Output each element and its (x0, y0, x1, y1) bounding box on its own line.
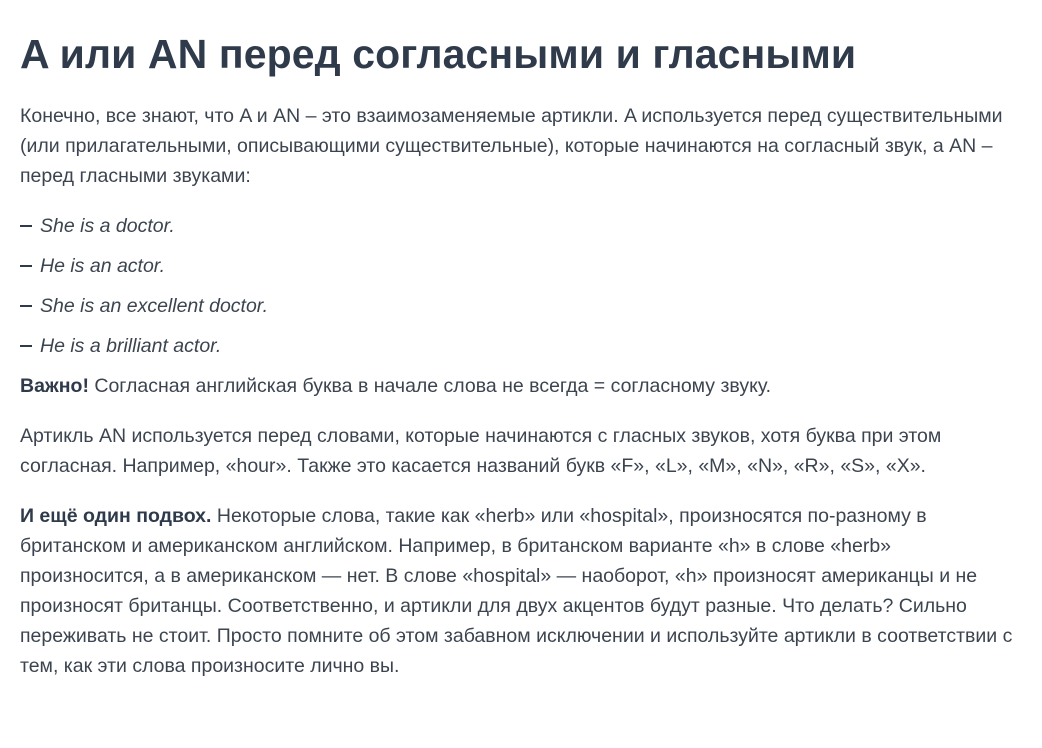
intro-paragraph: Конечно, все знают, что A и AN – это взаимозаменяемые артикли. A используется перед существительными (или прилагательными, описывающими существительные), которые начинаются на согласный звук, а AN – перед гласными звуками: (20, 105, 1003, 187)
article-title: A или AN перед согласными и гласными (20, 31, 857, 77)
pitfall-label: И ещё один подвох. (20, 505, 212, 527)
example-text: He is an actor. (40, 255, 165, 277)
dash-bullet-icon (20, 305, 32, 307)
list-item (20, 291, 1022, 321)
list-item (20, 331, 1022, 361)
pitfall-paragraph (20, 501, 1022, 681)
list-item (20, 251, 1022, 281)
an-usage-paragraph: Артикль AN используется перед словами, которые начинаются с гласных звуков, хотя буква при этом согласная. Например, «hour». Также это касается названий букв «F», «L», «M», «N», «R», «S», «X». (20, 425, 942, 477)
examples-list (20, 211, 1022, 361)
important-note (20, 371, 1022, 401)
pitfall-text: Некоторые слова, такие как «herb» или «hospital», произносятся по-разному в британском и американском английском. Например, в британском варианте «h» в слове «herb» произносится, а в американском — нет. В слове «hospital» — наоборот, «h» произносят американцы и не произносят британцы. Соответственно, и артикли для двух акцентов будут разные. Что делать? Сильно переживать не стоит. Просто помните об этом забавном исключении и используйте артикли в соответствии с тем, как эти слова произносите лично вы. (20, 505, 1013, 677)
important-text: Согласная английская буква в начале слова не всегда = согласному звуку. (88, 375, 772, 397)
dash-bullet-icon (20, 265, 32, 267)
example-text: She is an excellent doctor. (40, 295, 268, 317)
example-text: She is a doctor. (40, 215, 175, 237)
list-item (20, 211, 1022, 241)
dash-bullet-icon (20, 225, 32, 227)
example-text: He is a brilliant actor. (40, 335, 222, 357)
important-label: Важно! (20, 375, 89, 397)
dash-bullet-icon (20, 345, 32, 347)
